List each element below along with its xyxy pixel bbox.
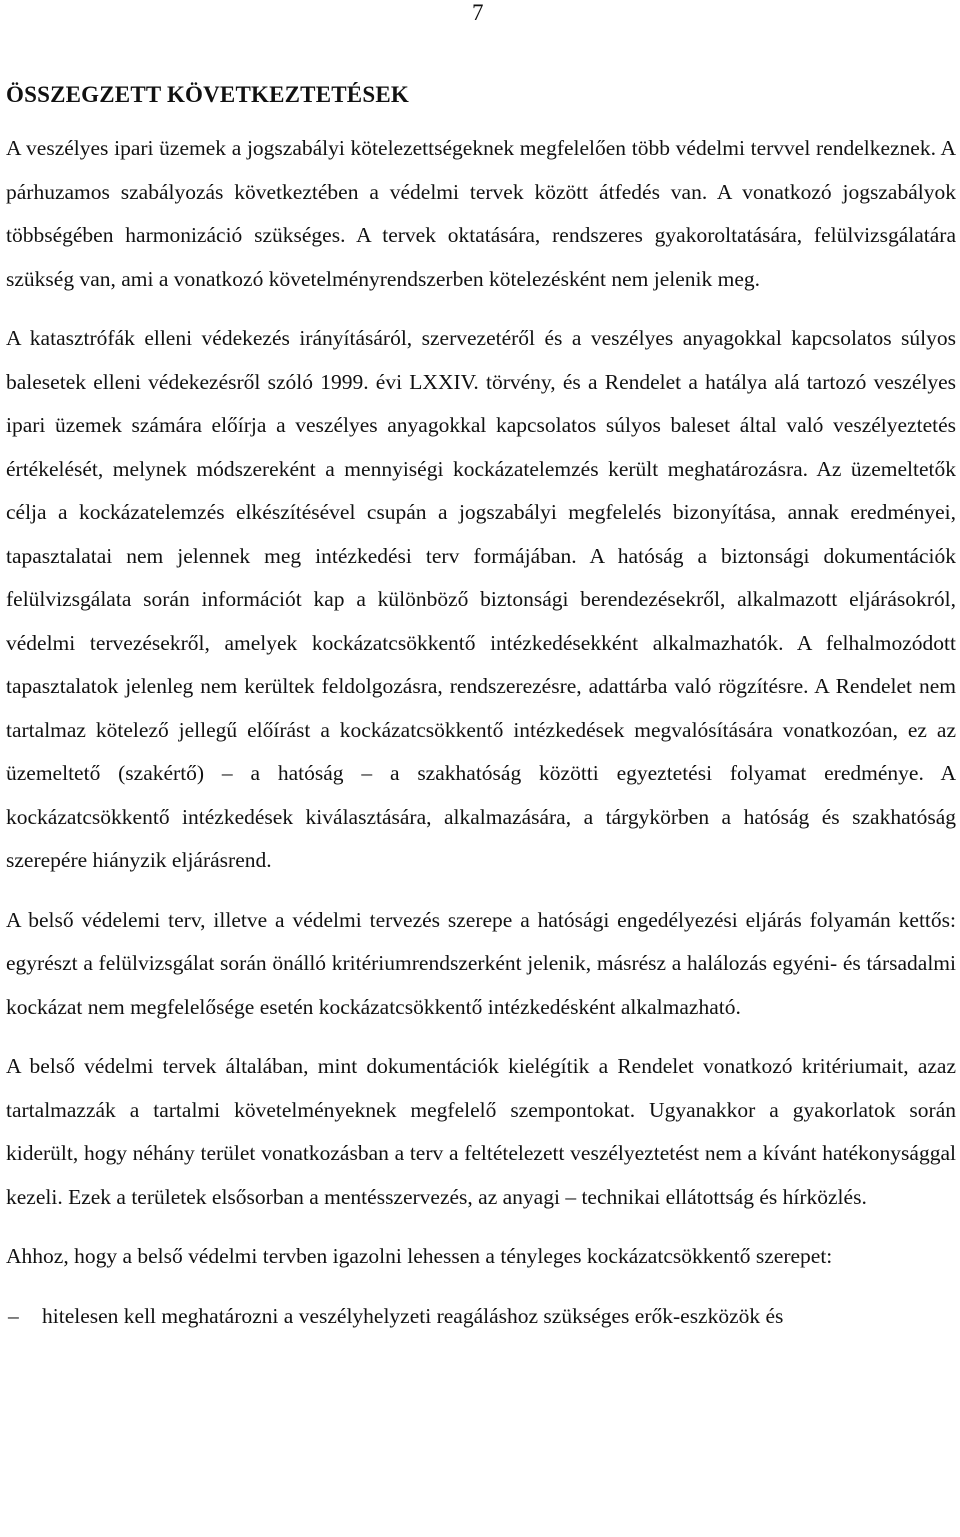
paragraph-5: Ahhoz, hogy a belső védelmi tervben igazolni lehessen a tényleges kockázatcsökkentő szerepet: bbox=[6, 1244, 833, 1268]
document-body bbox=[6, 127, 956, 1338]
page-number: 7 bbox=[472, 0, 484, 25]
section-heading: ÖSSZEGZETT KÖVETKEZTETÉSEK bbox=[6, 82, 409, 107]
list-item bbox=[6, 1295, 956, 1339]
list-item-text: hitelesen kell meghatározni a veszélyhelyzeti reagáláshoz szükséges erők-eszközök és bbox=[42, 1303, 784, 1328]
paragraph-4: A belső védelmi tervek általában, mint dokumentációk kielégítik a Rendelet vonatkozó kritériumait, azaz tartalmazzák a tartalmi követelményeknek megfelelő szempontokat. Ugyanakkor a gyakorlatok során kiderült, hogy néhány terület vonatkozásban a terv a feltételezett veszélyeztetést nem a kívánt hatékonysággal kezeli. Ezek a területek elsősorban a mentésszervezés, az anyagi – technikai ellátottság és hírközlés. bbox=[6, 1054, 956, 1209]
requirements-list bbox=[6, 1295, 956, 1339]
paragraph-2: A katasztrófák elleni védekezés irányításáról, szervezetéről és a veszélyes anyagokkal kapcsolatos súlyos balesetek elleni védekezésről szóló 1999. évi LXXIV. törvény, és a Rendelet a hatálya alá tartozó veszélyes ipari üzemek számára előírja a veszélyes anyagokkal kapcsolatos súlyos baleset által való veszélyeztetés értékelését, melynek módszereként a mennyiségi kockázatelemzés került meghatározásra. Az üzemeltetők célja a kockázatelemzés elkészítésével csupán a jogszabályi megfelelés bizonyítása, annak eredményei, tapasztalatai nem jelennek meg intézkedési terv formájában. A hatóság a biztonsági dokumentációk felülvizsgálata során információt kap a különböző biztonsági berendezésekről, alkalmazott eljárásokról, védelmi tervezésekről, amelyek kockázatcsökkentő intézkedésekként alkalmazhatók. A felhalmozódott tapasztalatok jelenleg nem kerültek feldolgozásra, rendszerezésre, adattárba való rögzítésre. A Rendelet nem tartalmaz kötelező jellegű előírást a kockázatcsökkentő intézkedések megvalósítására vonatkozóan, ez az üzemeltető (szakértő) – a hatóság – a szakhatóság közötti egyeztetési folyamat eredménye. A kockázatcsökkentő intézkedések kiválasztására, alkalmazására, a tárgykörben a hatóság és szakhatóság szerepére hiányzik eljárásrend. bbox=[6, 326, 956, 872]
dash-bullet: – bbox=[8, 1303, 19, 1328]
paragraph-1: A veszélyes ipari üzemek a jogszabályi kötelezettségeknek megfelelően több védelmi tervvel rendelkeznek. A párhuzamos szabályozás következtében a védelmi tervek között átfedés van. A vonatkozó jogszabályok többségében harmonizáció szükséges. A tervek oktatására, rendszeres gyakoroltatására, felülvizsgálatára szükség van, ami a vonatkozó követelményrendszerben kötelezésként nem jelenik meg. bbox=[6, 136, 956, 291]
paragraph-3: A belső védelemi terv, illetve a védelmi tervezés szerepe a hatósági engedélyezési eljárás folyamán kettős: egyrészt a felülvizsgálat során önálló kritériumrendszerként jelenik, másrész a halálozás egyéni- és társadalmi kockázat nem megfelelősége esetén kockázatcsökkentő intézkedésként alkalmazható. bbox=[6, 907, 956, 1019]
